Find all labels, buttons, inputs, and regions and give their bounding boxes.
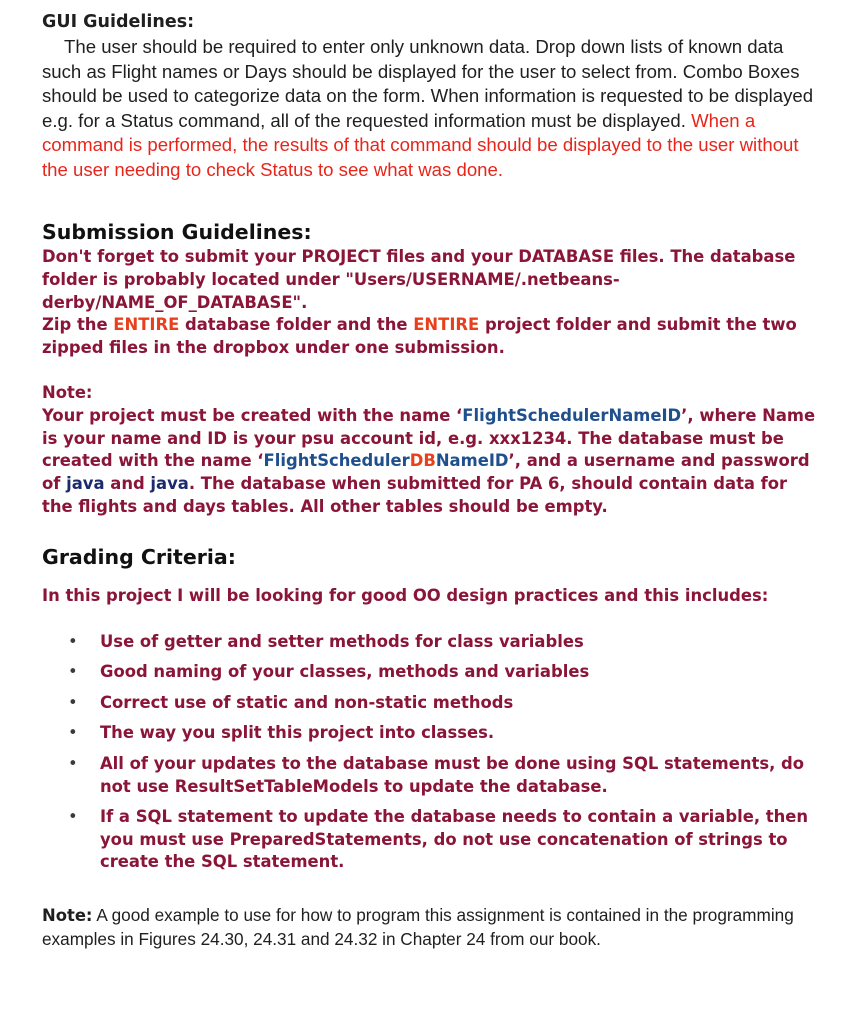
db-name-part-3: NameID [435,451,509,471]
list-item [42,722,822,745]
submission-text-b: database folder and the [179,315,414,335]
bullet-icon: • [68,631,78,651]
bullet-icon: • [68,807,78,827]
note-paragraph [42,405,822,519]
bullet-icon: • [68,692,78,712]
bullet-icon: • [68,662,78,682]
list-item-text: If a SQL statement to update the database needs to contain a variable, then you must use PreparedStatements, do not use concatenation of strings to create the SQL statement. [100,807,809,872]
list-item [42,661,822,684]
final-note-text: A good example to use for how to program this assignment is contained in the programming examples in Figures 24.30, 24.31 and 24.32 in Chapter 24 from our book. [42,904,794,949]
note-label: Note: [42,382,93,402]
submission-guidelines-section [42,218,822,360]
submission-paragraph-1: Don't forget to submit your PROJECT files and your DATABASE files. The database folder is probably located under "Users/USERNAME/.netbeans-derby/NAME_OF_DATABASE". [42,247,796,312]
final-note-paragraph [42,904,822,951]
bullet-icon: • [68,753,78,773]
submission-paragraph-2 [42,314,822,360]
list-item [42,692,822,715]
list-item-text: The way you split this project into classes. [100,723,495,743]
document-page [42,10,822,951]
list-item-text: Good naming of your classes, methods and variables [100,662,590,682]
list-item [42,753,822,798]
note-section [42,382,822,519]
grading-criteria-section [42,543,822,874]
entire-highlight-2: ENTIRE [413,315,480,335]
db-name-part-2: DB [409,451,436,471]
db-name-part-1: FlightScheduler [263,451,410,471]
list-item-text: Use of getter and setter methods for class variables [100,631,584,651]
final-note-label: Note: [42,905,93,925]
bullet-icon: • [68,723,78,743]
note-text-4: and [104,474,151,494]
grading-list [42,631,822,874]
username-java: java [66,474,105,494]
submission-text-a: Zip the [42,315,114,335]
note-text-1: Your project must be created with the name ‘ [42,405,463,425]
password-java: java [150,474,189,494]
gui-guidelines-red-text: When a command is performed, the results of that command should be displayed to the user without the user needing to check Status to see what was done. [42,109,799,180]
list-item [42,631,822,654]
note-text-5: . The database when submitted for PA 6, should contain data for the flights and days tables. All other tables should be empty. [42,474,788,516]
list-item [42,806,822,874]
grading-criteria-heading: Grading Criteria: [42,544,236,569]
gui-guidelines-section [42,10,822,182]
entire-highlight-1: ENTIRE [113,315,180,335]
submission-text-c: project folder and submit the two zipped files in the dropbox under one submission. [42,315,797,358]
note-text-3: ’, and a username and password of [42,451,810,494]
gui-guidelines-paragraph [42,35,822,182]
list-item-text: Correct use of static and non-static methods [100,692,514,712]
submission-guidelines-heading: Submission Guidelines: [42,220,312,244]
note-text-2: ’, where Name is your name and ID is your psu account id, e.g. xxx1234. The database must be created with the name ‘ [42,405,816,471]
list-item-text: All of your updates to the database must be done using SQL statements, do not use ResultSetTableModels to update the database. [100,753,805,796]
final-note-section [42,904,822,951]
grading-intro: In this project I will be looking for good OO design practices and this includes: [42,585,769,605]
gui-guidelines-heading: GUI Guidelines: [42,12,195,32]
project-name: FlightSchedulerNameID [462,405,682,425]
gui-guidelines-text: The user should be required to enter only unknown data. Drop down lists of known data such as Flight names or Days should be displayed for the user to select from. Combo Boxes should be used to categorize data on the form. When information is requested to be displayed e.g. for a Status command, all of the requested information must be displayed. [42,36,814,131]
